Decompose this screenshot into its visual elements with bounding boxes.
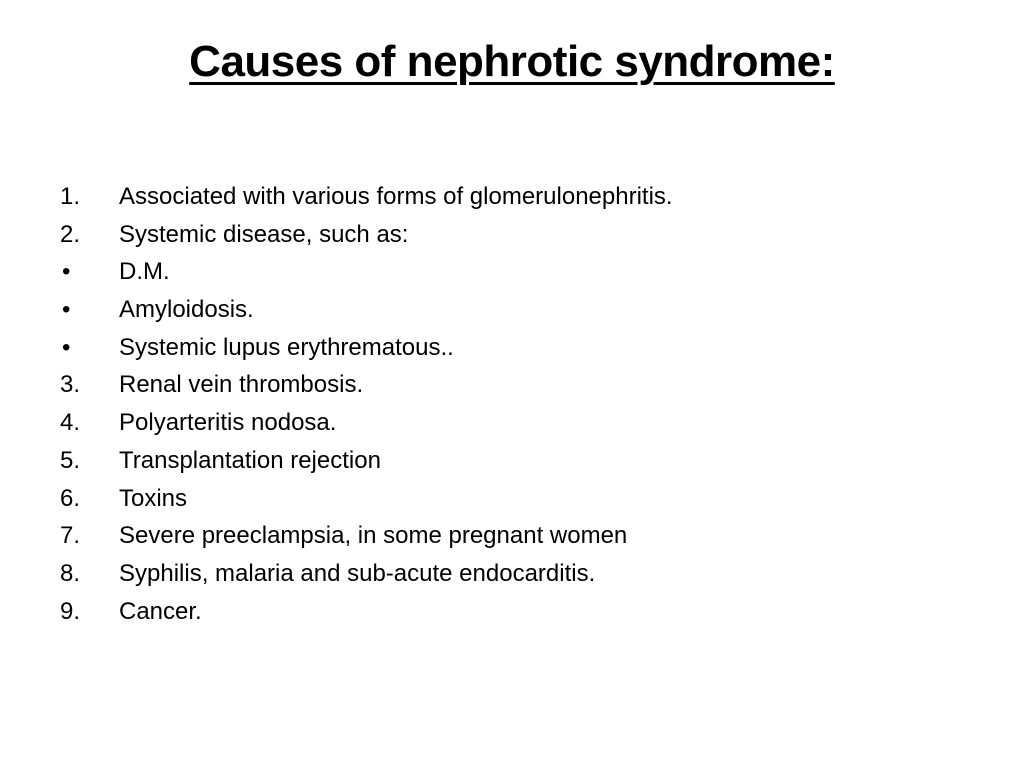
list-item-text: D.M. xyxy=(119,258,170,286)
list-item xyxy=(60,593,980,631)
bullet-icon: • xyxy=(62,296,71,324)
list-item-text: Polyarteritis nodosa. xyxy=(119,409,337,437)
list-item xyxy=(60,291,980,329)
list-item xyxy=(60,517,980,555)
list-item xyxy=(60,442,980,480)
list-number: 2. xyxy=(60,220,81,248)
list-item xyxy=(60,329,980,367)
causes-list xyxy=(60,178,980,630)
list-item xyxy=(60,178,980,216)
list-item-text: Systemic lupus erythrematous.. xyxy=(119,333,454,361)
list-item xyxy=(60,253,980,291)
list-number: 8. xyxy=(60,559,81,587)
list-item xyxy=(60,216,980,254)
list-item-text: Amyloidosis. xyxy=(119,296,254,324)
list-item-text: Cancer. xyxy=(119,597,202,625)
slide-title xyxy=(0,30,1024,94)
bullet-icon: • xyxy=(62,333,71,361)
list-item-text: Syphilis, malaria and sub-acute endocarditis. xyxy=(119,559,596,587)
bullet-icon: • xyxy=(62,258,71,286)
list-item-text: Renal vein thrombosis. xyxy=(119,371,364,399)
list-number: 5. xyxy=(60,446,81,474)
list-item-text: Toxins xyxy=(119,484,188,512)
list-item xyxy=(60,480,980,518)
list-item-text: Systemic disease, such as: xyxy=(119,220,409,248)
list-item-text: Severe preeclampsia, in some pregnant women xyxy=(119,522,628,550)
list-item xyxy=(60,366,980,404)
list-number: 3. xyxy=(60,371,81,399)
list-number: 4. xyxy=(60,409,81,437)
list-number: 6. xyxy=(60,484,81,512)
list-item xyxy=(60,404,980,442)
list-number: 1. xyxy=(60,183,81,210)
slide-title-text: Causes of nephrotic syndrome: xyxy=(189,37,835,86)
list-item xyxy=(60,555,980,593)
list-number: 9. xyxy=(60,597,81,625)
list-item-text: Associated with various forms of glomerulonephritis. xyxy=(119,183,673,210)
list-number: 7. xyxy=(60,522,81,550)
list-item-text: Transplantation rejection xyxy=(119,446,381,474)
